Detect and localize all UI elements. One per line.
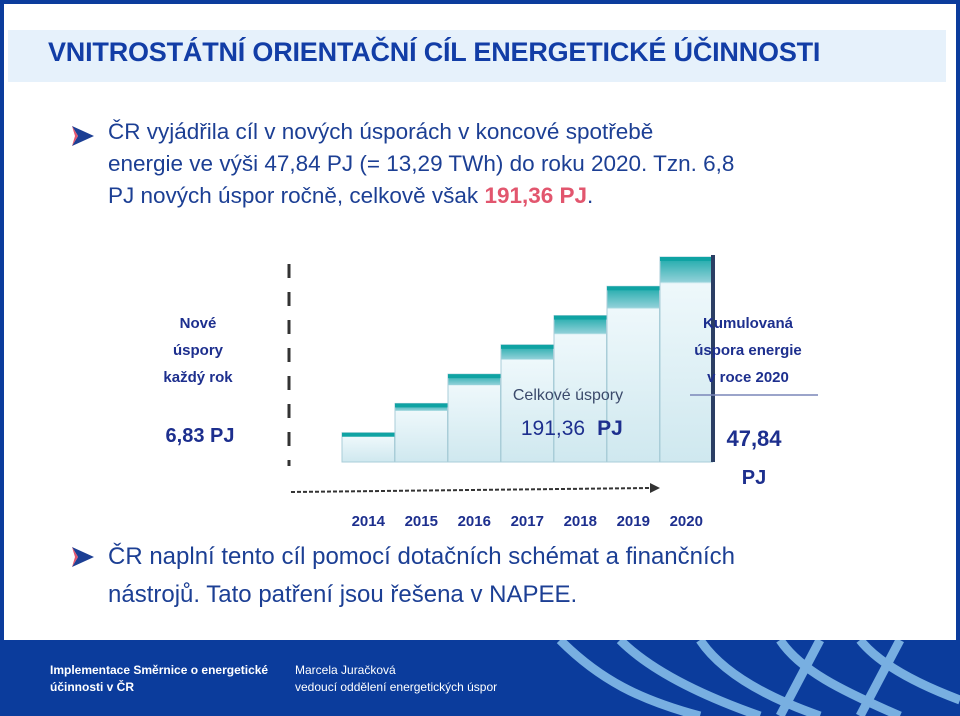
- x-axis-arrow-icon: [650, 483, 660, 493]
- chart-bar-2015: [395, 403, 448, 462]
- bullet-1-line-3: [108, 180, 734, 212]
- left-label-line-2: úspory: [172, 342, 224, 359]
- chart-bar-top-2018: [554, 316, 607, 320]
- center-label: Celkové úspory: [512, 387, 624, 404]
- total-savings-highlight: 191,36 PJ: [484, 183, 588, 208]
- bullet-2-line-1: ČR naplní tento cíl pomocí dotačních schémat a finančních: [108, 543, 736, 570]
- right-border: [956, 0, 960, 640]
- right-label-line-2: úspora energie: [694, 342, 802, 359]
- right-label-line-3: v roce 2020: [707, 369, 789, 386]
- x-tick-label-2018: 2018: [563, 513, 597, 530]
- bullet-2: [108, 538, 735, 614]
- chart-bar-top-2019: [607, 286, 660, 290]
- bullet-1-line-3-end: .: [587, 183, 594, 208]
- footer-author-name: Marcela Juračková: [295, 663, 396, 677]
- right-value-unit: PJ: [741, 467, 767, 489]
- x-tick-label-2014: 2014: [351, 513, 385, 530]
- chart-bar-top-2020: [660, 257, 713, 261]
- footer-project: [50, 662, 268, 696]
- x-tick-label-2015: 2015: [404, 513, 438, 530]
- chart-bar-2016: [448, 374, 501, 462]
- right-value-number: 47,84: [726, 426, 782, 451]
- x-axis-line: [291, 488, 650, 492]
- footer-project-line-1: Implementace Směrnice o energetické: [50, 663, 269, 677]
- bullet-1-line-2: energie ve výši 47,84 PJ (= 13,29 TWh) do roku 2020. Tzn. 6,8: [108, 151, 735, 176]
- left-label-line-3: každý rok: [163, 369, 233, 386]
- chart-bar-top-2015: [395, 403, 448, 407]
- bullet-1-line-3-start: PJ nových úspor ročně, celkově však: [108, 183, 485, 208]
- chart-bar-2014: [342, 433, 395, 462]
- x-tick-label-2017: 2017: [510, 513, 544, 530]
- chart-bar-top-2017: [501, 345, 554, 349]
- savings-staircase-chart: [150, 252, 830, 542]
- bullet-1-line-1: ČR vyjádřila cíl v nových úsporách v koncové spotřebě: [108, 119, 654, 144]
- left-border: [0, 0, 4, 640]
- x-tick-label-2016: 2016: [457, 513, 491, 530]
- footer-author-role: vedoucí oddělení energetických úspor: [295, 680, 498, 694]
- footer-author: [295, 662, 497, 696]
- x-tick-label-2020: 2020: [669, 513, 703, 530]
- right-label-line-1: Kumulovaná: [702, 315, 794, 332]
- chart-bar-2020: [660, 257, 713, 462]
- top-border: [0, 0, 960, 4]
- chart-bar-top-2016: [448, 374, 501, 378]
- slide-title: VNITROSTÁTNÍ ORIENTAČNÍ CÍL ENERGETICKÉ ÚČINNOSTI: [48, 37, 821, 67]
- footer-project-line-2: účinnosti v ČR: [50, 680, 135, 694]
- center-value: 191,36: [520, 417, 586, 440]
- center-unit: PJ: [597, 417, 623, 440]
- x-tick-label-2019: 2019: [616, 513, 650, 530]
- bullet-1: [108, 116, 734, 212]
- chart-bar-top-2014: [342, 433, 395, 437]
- left-label-line-1: Nové: [179, 315, 217, 332]
- bullet-2-line-2: nástrojů. Tato patření jsou řešena v NAPEE.: [108, 581, 578, 608]
- left-value: 6,83 PJ: [165, 425, 235, 447]
